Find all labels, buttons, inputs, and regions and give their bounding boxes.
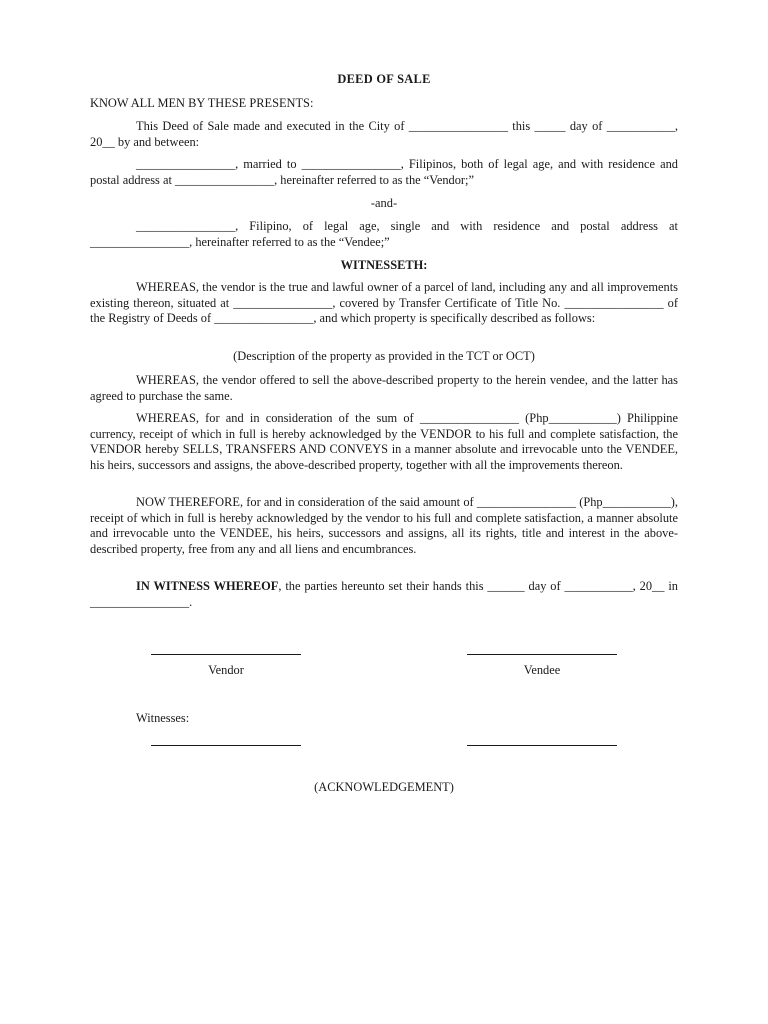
and-separator: -and- [370, 196, 398, 210]
document-title: DEED OF SALE [337, 72, 431, 86]
whereas-ownership-paragraph: WHEREAS, the vendor is the true and lawful owner of a parcel of land, including any and all improvements existing thereon, situated at ________________, covered by Transfer Certificate of Title No. ________________ of the Registry of Deeds of ________________, and which property is specifically described as follows: [90, 280, 678, 326]
in-witness-paragraph [90, 579, 678, 610]
acknowledgement-heading: (ACKNOWLEDGEMENT) [314, 780, 454, 794]
vendee-signature-line [467, 654, 617, 655]
vendor-signature-line [151, 654, 301, 655]
whereas-offer-paragraph: WHEREAS, the vendor offered to sell the above-described property to the herein vendee, and the latter has agreed to purchase the same. [90, 373, 678, 403]
intro-paragraph: This Deed of Sale made and executed in the City of ________________ this _____ day of ___________, 20__ by and between: [90, 119, 678, 149]
know-all-men-line: KNOW ALL MEN BY THESE PRESENTS: [90, 96, 314, 110]
vendor-party-paragraph: ________________, married to ________________, Filipinos, both of legal age, and with residence and postal address at ________________, hereinafter referred to as the “Vendor;” [90, 157, 678, 187]
in-witness-whereof-phrase: IN WITNESS WHEREOF [136, 579, 279, 593]
whereas-consideration-paragraph: WHEREAS, for and in consideration of the sum of ________________ (Php___________) Philippine currency, receipt of which in full is hereby acknowledged by the VENDOR to his full and complete satisfaction, the VENDOR hereby SELLS, TRANSFERS AND CONVEYS in a manner absolute and irrevocable unto the VENDEE, his heirs, successors and assigns, the above-described property, together with all the improvements thereon. [90, 411, 678, 472]
now-therefore-paragraph: NOW THEREFORE, for and in consideration of the said amount of ________________ (Php___________), receipt of which in full is hereby acknowledged by the vendor to his full and complete satisfaction, a manner absolute and irrevocable unto the VENDEE, his heirs, successors and assigns, all its rights, title and interest in the above-described property, free from any and all liens and encumbrances. [90, 495, 678, 556]
witness-two-signature-line [467, 745, 617, 746]
property-description-line: (Description of the property as provided in the TCT or OCT) [233, 349, 535, 363]
in-witness-rest: , the parties hereunto set their hands this ______ day of ___________, 20__ in ________________. [90, 579, 678, 609]
vendee-party-paragraph: ________________, Filipino, of legal age, single and with residence and postal address at ________________, hereinafter referred to as the “Vendee;” [90, 219, 678, 249]
vendee-signature-label: Vendee [523, 663, 561, 677]
witness-one-signature-line [151, 745, 301, 746]
vendor-signature-label: Vendor [208, 663, 244, 677]
witnesseth-heading: WITNESSETH: [340, 258, 428, 272]
witnesses-label: Witnesses: [136, 711, 190, 725]
